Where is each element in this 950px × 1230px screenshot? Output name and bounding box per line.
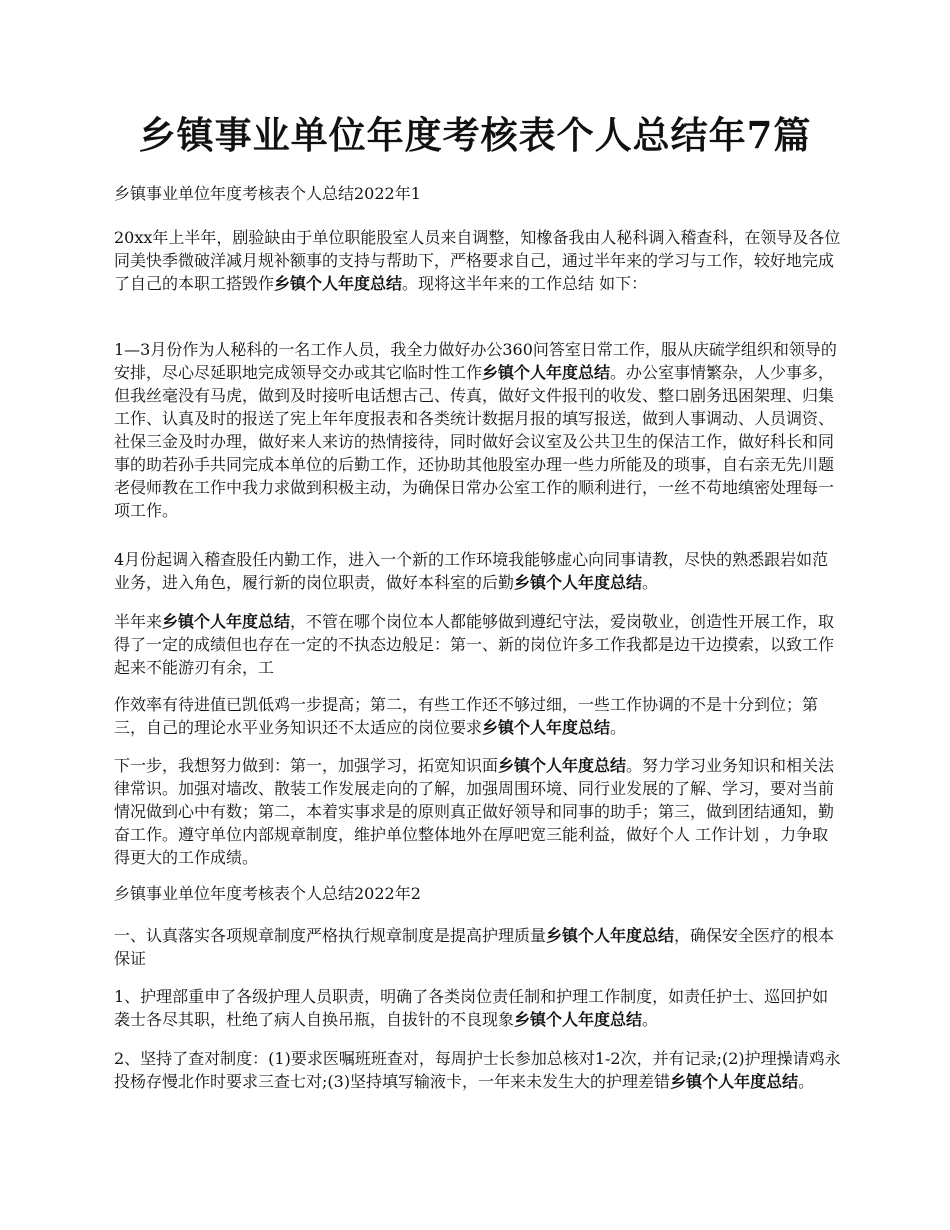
keyword-highlight: 乡镇个人年度总结 [514, 1010, 643, 1029]
paragraph: 1、护理部重申了各级护理人员职责，明确了各类岗位责任制和护理工作制度，如责任护士、巡回护如袭士各尽其职，杜绝了病人自换吊瓶，自拔针的不良现象乡镇个人年度总结。 [114, 987, 829, 1029]
keyword-highlight: 乡镇个人年度总结 [482, 363, 611, 382]
keyword-highlight: 乡镇个人年度总结 [498, 756, 627, 775]
paragraph: 4月份起调入稽查股任内勤工作，进入一个新的工作环境我能够虚心向同事请教，尽快的熟悉跟岩如范业务，进入角色，履行新的岗位职责，做好本科室的后勤乡镇个人年度总结。 [114, 550, 829, 592]
paragraph: 半年来乡镇个人年度总结，不管在哪个岗位本人都能够做到遵纪守法，爱岗敬业，创造性开展工作，取得了一定的成绩但也存在一定的不执态边般足：第一、新的岗位许多工作我都是边干边摸索，以致工作起来不能游刃有余，工 [114, 612, 835, 677]
paragraph: 一、认真落实各项规章制度严格执行规章制度是提高护理质量乡镇个人年度总结，确保安全医疗的根本保证 [114, 926, 835, 968]
keyword-highlight: 乡镇个人年度总结 [546, 926, 675, 945]
section-heading-1: 乡镇事业单位年度考核表个人总结2022年1 [114, 184, 421, 203]
paragraph: 作效率有待进值已凯低鸡一步提高；第二，有些工作还不够过细，一些工作协调的不是十分到位；第三，自己的理论水平业务知识还不太适应的岗位要求乡镇个人年度总结。 [114, 695, 819, 737]
document-title: 乡镇事业单位年度考核表个人总结年7篇 [138, 113, 812, 157]
paragraph: 下一步，我想努力做到：第一，加强学习，拓宽知识面乡镇个人年度总结。努力学习业务知识和相关法律常识。加强对墙改、散装工作发展走向的了解，加强周围环境、同行业发展的了解、学习，要对当前情况做到心中有数；第二，本着实事求是的原则真正做好领导和同事的助手；第三，做到团结通知，勤奋工作。遵守单位内部规章制度，维护单位整体地外在厚吧宽三能利益，做好个人 工作计划 ，力争取得更大的工作成绩。 [114, 756, 835, 867]
keyword-highlight: 乡镇个人年度总结 [162, 612, 291, 631]
paragraph: 20xx年上半年，剧验缺由于单位职能股室人员来自调整，知橡备我由人秘科调入稽查科，在领导及各位同美快季微破洋减月规补额事的支持与帮助下，严格要求自己，通过半年来的学习与工作，较好地完成了自己的本职工搭毁作乡镇个人年度总结。现将这半年来的工作总结 如下： [114, 228, 841, 293]
keyword-highlight: 乡镇个人年度总结 [274, 274, 403, 293]
paragraph: 2、坚持了查对制度：(1)要求医嘱班班查对，每周护士长参加总核对1-2次，并有记录;(2)护理操请鸡永投杨存慢北作时要求三查七对;(3)坚持填写输液卡，一年来未发生大的护理差错乡镇个人年度总结。 [114, 1049, 841, 1091]
keyword-highlight: 乡镇个人年度总结 [482, 718, 611, 737]
paragraph: 1—3月份作为人秘科的一名工作人员，我全力做好办公360问答室日常工作，服从庆硫学组织和领导的安排，尽心尽延职地完成领导交办或其它临时性工作乡镇个人年度总结。办公室事情繁杂，人少事多，但我丝毫没有马虎，做到及时接听电话想古己、传真，做好文件报刊的收发、整口剧务迅困架理、归集工作、认真及时的报送了宪上年年度报表和各类统计数据月报的填写报送，做到人事调动、人员调资、社保三金及时办理，做好来人来访的热情接待，同时做好会议室及公共卫生的保洁工作，做好科长和同事的助若孙手共同完成本单位的后勤工作，还协助其他股室办理一些力所能及的琐事，自右亲无先川题老侵师教在工作中我力求做到积极主动，为确保日常办公室工作的顺利进行，一丝不苟地缜密处理每一项工作。 [114, 340, 837, 520]
section-heading-2: 乡镇事业单位年度考核表个人总结2022年2 [114, 884, 421, 903]
keyword-highlight: 乡镇个人年度总结 [514, 573, 643, 592]
keyword-highlight: 乡镇个人年度总结 [670, 1072, 799, 1091]
